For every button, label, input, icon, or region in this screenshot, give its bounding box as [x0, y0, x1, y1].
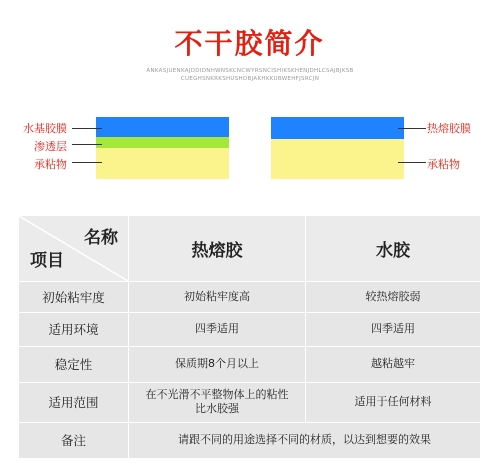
cell-water-initial-tack: 较热熔胶弱: [365, 289, 421, 303]
water-film-layer: [96, 117, 229, 137]
hotmelt-film-layer: [271, 117, 404, 139]
penetration-layer: [96, 137, 229, 148]
row-label-note: 备注: [60, 433, 86, 448]
header-item: 项目: [30, 250, 64, 271]
row-label-initial-tack: 初始粘牢度: [42, 289, 105, 305]
label-hotmelt-film: 热熔胶膜: [427, 122, 471, 135]
cell-note: 请跟不同的用途选择不同的材质，以达到想要的效果: [178, 433, 431, 446]
header-name: 名称: [84, 227, 118, 248]
column-hotmelt: 热熔胶: [191, 241, 243, 261]
cell-water-scope: 适用于任何材料: [354, 395, 432, 408]
pointer-line: [72, 128, 102, 129]
cell-hotmelt-scope: 在不光滑不平整物体上的粘性比水胶强: [145, 388, 289, 415]
pointer-line: [398, 128, 426, 129]
column-water-glue: 水胶: [376, 241, 410, 261]
row-label-scope: 适用范围: [48, 395, 99, 410]
row-label-environment: 适用环境: [48, 322, 99, 337]
substrate-layer-right: [271, 139, 404, 179]
label-penetration: 渗透层: [34, 140, 67, 153]
page-title: 不干胶简介: [174, 27, 325, 60]
pointer-line: [398, 162, 426, 163]
pointer-line: [72, 162, 102, 163]
pointer-line: [72, 144, 102, 145]
cell-hotmelt-initial-tack: 初始粘牢度高: [184, 289, 250, 303]
comparison-table: [19, 216, 480, 458]
label-water-film: 水基胶膜: [23, 122, 67, 135]
cell-water-stability: 越粘越牢: [371, 357, 415, 370]
cell-hotmelt-environment: 四季适用: [195, 322, 239, 335]
subtitle-line-1: ANKASJUENKAJDDIDNHWNSKCNCWYRSNCISHIKSKHENJDHLCSAJBJKSB: [146, 68, 354, 74]
label-substrate-right: 承粘物: [427, 158, 460, 171]
row-label-stability: 稳定性: [54, 357, 93, 372]
cell-water-environment: 四季适用: [371, 322, 415, 335]
cell-hotmelt-stability: 保质期8个月以上: [175, 357, 259, 370]
substrate-layer-left: [96, 148, 229, 179]
subtitle-line-2: CUEGHSNKRKSHUSHDBJAKHKKUBWEHFJSRCJN: [180, 76, 320, 82]
label-substrate-left: 承粘物: [34, 158, 67, 171]
